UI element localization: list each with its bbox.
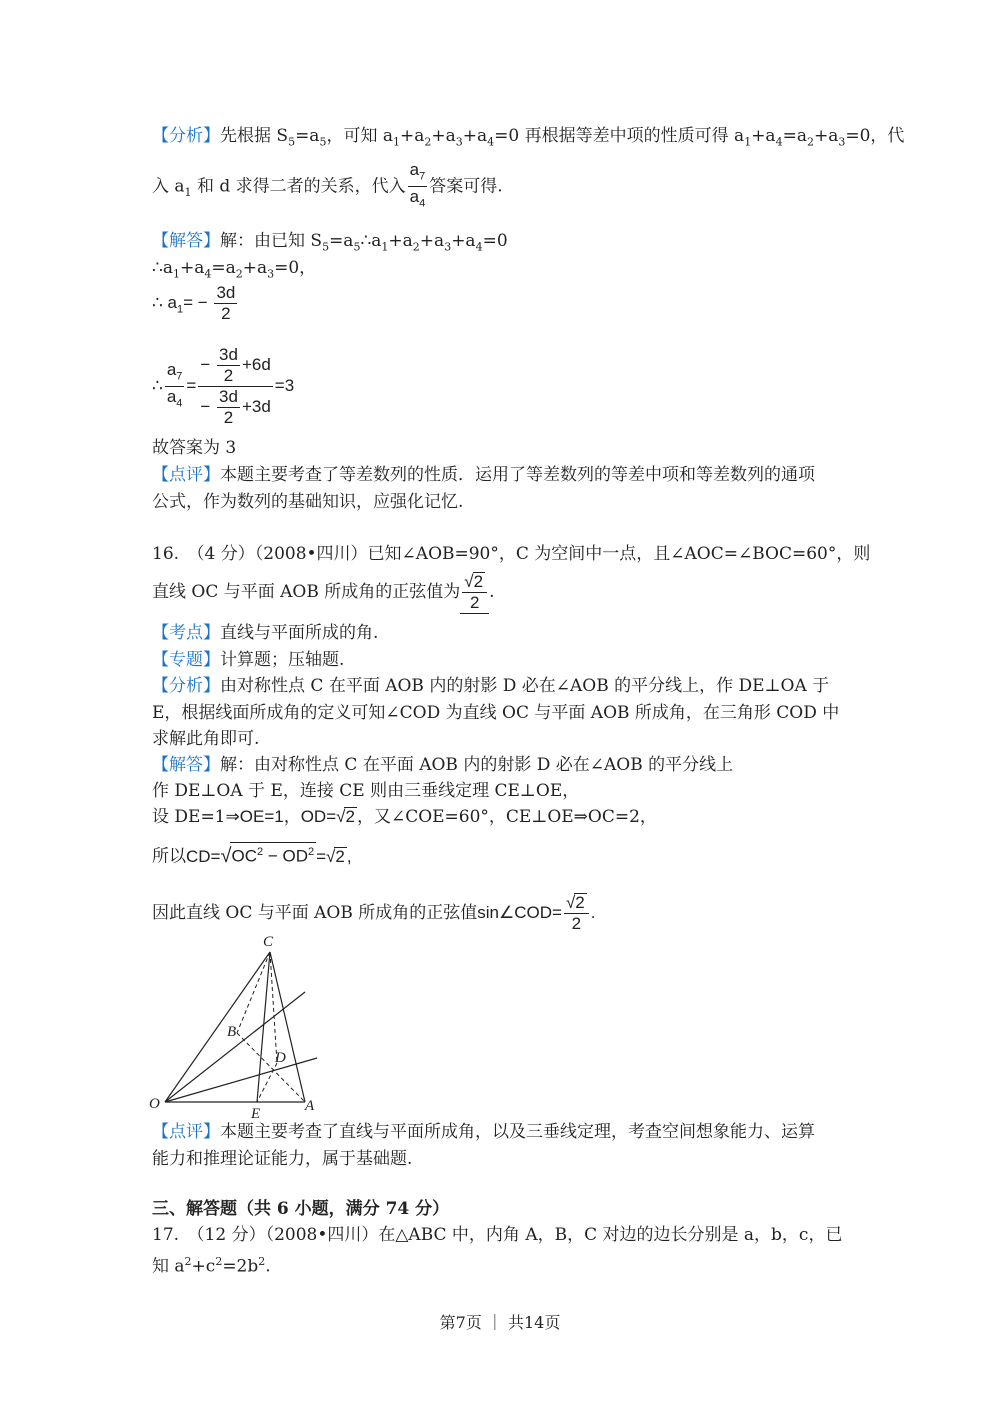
point-tag: 【考点】 [152, 623, 220, 643]
label-E: E [251, 1106, 261, 1120]
q15-comment-line2: 公式，作为数列的基础知识，应强化记忆. [152, 492, 464, 512]
q16-analysis-line1: 【分析】由对称性点 C 在平面 AOB 内的射影 D 必在∠AOB 的平分线上，作 DE⊥OA 于 [152, 676, 830, 696]
geometry-figure [145, 930, 335, 1120]
q16-answer-line4: 所以$CD=√OC^2 - OD^2 =√2$ , [152, 842, 352, 868]
q15-result: 故答案为 3 [152, 438, 237, 458]
comment-tag: 【点评】 [152, 465, 220, 485]
label-O: O [149, 1096, 160, 1112]
label-B: B [227, 1024, 237, 1040]
topic-tag: 【专题】 [152, 650, 220, 670]
q15-analysis-line1: 【分析】先根据 $S_5=a_5$，可知 $a_1+a_2+a_3+a_4=0$ 再根据等差中项的性质可得 $a_1+a_4=a_2+a_3=0$，代 [152, 126, 905, 149]
q16-answer-line1: 【解答】解：由对称性点 C 在平面 AOB 内的射影 D 必在∠AOB 的平分线上 [152, 755, 734, 775]
q16-answer-line5: 因此直线 OC 与平面 AOB 所成角的正弦值sin∠COD= $\frac{√2}{2}$ . [152, 893, 596, 933]
q15-formula-a1: ∴ $a_1=$ − $\frac{3d}{2}$ [152, 283, 236, 323]
answer-tag: 【解答】 [152, 755, 220, 775]
comment-tag: 【点评】 [152, 1122, 220, 1142]
q16-topic: 【专题】计算题；压轴题. [152, 650, 345, 670]
q17-stem-line1: 17. （12 分）（2008•四川）在△ABC 中，内角 A，B，C 对边的边长分别是 a，b，c，已 [152, 1225, 843, 1245]
answer-tag: 【解答】 [152, 231, 220, 251]
q16-stem-line1: 16. （4 分）（2008•四川）已知∠AOB=90°，C 为空间中一点，且∠AOC=∠BOC=60°，则 [152, 544, 871, 564]
q16-comment-line1: 【点评】本题主要考查了直线与平面所成角，以及三垂线定理，考查空间想象能力、运算 [152, 1122, 815, 1142]
q16-analysis-line2: E，根据线面所成角的定义可知∠COD 为直线 OC 与平面 AOB 所成角，在三角形 COD 中 [152, 703, 840, 723]
q15-answer-line1: 【解答】解：由已知 $S_5=a_5\therefore a_1+a_2+a_3+a_4=0$ [152, 231, 508, 254]
q16-stem-line2: 直线 OC 与平面 AOB 所成角的正弦值为 $\frac{√2}{2}$ . [152, 572, 495, 612]
q16-point: 【考点】直线与平面所成的角. [152, 623, 379, 643]
answer-blank: $\frac{√2}{2}$ [460, 572, 489, 614]
fraction-a7-a4: $\frac{a_7}{a_4}$ [409, 160, 426, 210]
q15-analysis-line2: 入 $a_1$ 和 d 求得二者的关系，代入 $\frac{a_7}{a_4}$ 答案可得. [152, 160, 503, 214]
q16-answer-line3: 设 DE=1⇒OE=1，OD=√2 ，又∠COE=60°，CE⊥OE⇒OC=2， [152, 807, 657, 827]
q15-formula-ratio: ∴ $\frac{a_7}{a_4}$ = − $\frac{3d}{2}$ +6d − $\frac{3d}{2}$ +3d =3 [152, 345, 295, 427]
q16-answer-line2: 作 DE⊥OA 于 E，连接 CE 则由三垂线定理 CE⊥OE， [152, 781, 580, 801]
label-A: A [305, 1098, 315, 1114]
q16-analysis-line3: 求解此角即可. [152, 729, 260, 749]
label-D: D [275, 1050, 286, 1066]
page-footer: 第7页 ｜ 共14页 [439, 1313, 561, 1332]
analysis-tag: 【分析】 [152, 126, 220, 146]
q15-answer-line2: $\therefore a_1+a_4=a_2+a_3=0$， [152, 258, 317, 281]
q17-stem-line2: 知 $a^2+c^2=2b^2$. [152, 1255, 271, 1277]
section-title: 三、解答题（共 6 小题，满分 74 分） [152, 1199, 450, 1219]
label-C: C [263, 934, 274, 950]
q15-comment-line1: 【点评】本题主要考查了等差数列的性质．运用了等差数列的等差中项和等差数列的通项 [152, 465, 815, 485]
q16-comment-line2: 能力和推理论证能力，属于基础题. [152, 1149, 413, 1169]
analysis-tag: 【分析】 [152, 676, 220, 696]
